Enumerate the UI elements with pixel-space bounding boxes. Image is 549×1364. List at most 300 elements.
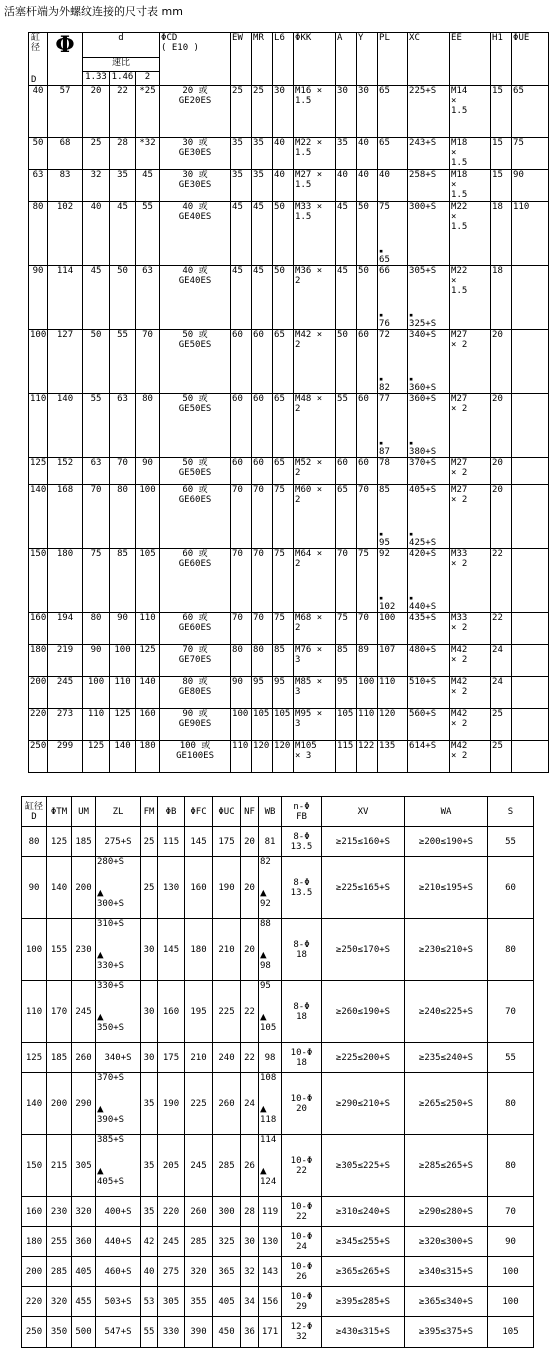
table-row [29,485,549,549]
cell-d3: 110 [136,613,160,645]
cell-s: 70 [488,1197,534,1227]
cell-fb: 10-Φ 20 [282,1073,322,1135]
cell-l6: 50 [273,202,294,266]
cell-pl-value-alt: 82 [379,383,390,393]
cell-phi: 83 [48,170,83,202]
cell-d: 200 [22,1257,47,1287]
cell-um: 185 [72,827,96,857]
header-pl: PL [378,33,408,86]
cell-fc: 180 [185,919,213,981]
cell-d: 125 [22,1043,47,1073]
cell-nf: 36 [241,1317,259,1348]
cell-ew: 60 [231,330,252,394]
cell-ew: 100 [231,709,252,741]
cell-xc-alt [409,375,436,393]
cell-pl-value: 40 [379,170,390,180]
cell-b: 130 [158,857,185,919]
cell-wa: ≥210≤195+S [405,857,488,919]
cell-xv: ≥260≤190+S [322,981,405,1043]
cell-xc [408,170,450,202]
cell-d2: 140 [110,741,136,773]
header-col: S [488,797,534,827]
cell-wb-value: 119 [261,1206,279,1217]
cell-fm: 30 [141,981,158,1043]
cell-fm: 55 [141,1317,158,1348]
cell-y: 50 [357,266,378,330]
cell-l6: 75 [273,485,294,549]
cell-pl [378,202,408,266]
cell-wb-value-alt: 118 [260,1115,277,1125]
header-phi-symbol: Φ [55,32,75,58]
cell-nf: 22 [241,981,259,1043]
cell-s: 55 [488,1043,534,1073]
cell-zl [96,981,141,1043]
cell-b: 115 [158,827,185,857]
cell-l6: 105 [273,709,294,741]
cell-b: 145 [158,919,185,981]
cell-xv: ≥395≤285+S [322,1287,405,1317]
table-row [22,1135,534,1197]
cell-cd: 20 或 GE20ES [160,86,231,138]
cell-xc [408,549,450,613]
cell-pl [378,170,408,202]
cell-ew: 35 [231,170,252,202]
cell-xc-alt [409,594,436,612]
cell-ee: M27 × 2 [450,330,491,394]
cell-xv: ≥225≤200+S [322,1043,405,1073]
cell-wb-value-alt: 92 [260,899,271,909]
cell-xv: ≥225≤165+S [322,857,405,919]
cell-zl-value: 400+S [104,1206,132,1217]
cell-pl-alt [379,375,390,393]
cell-d2: 80 [110,485,136,549]
cell-pl [378,86,408,138]
cell-cd: 50 或 GE50ES [160,330,231,394]
cell-uc: 260 [213,1073,241,1135]
cell-kk: M48 × 2 [294,394,336,458]
cell-fm: 35 [141,1197,158,1227]
cell-wb-value: 171 [261,1327,279,1337]
cell-b: 205 [158,1135,185,1197]
cell-wb [259,1257,282,1287]
cell-nf: 34 [241,1287,259,1317]
cell-pl-value-alt: 102 [379,602,396,612]
cell-kk: M27 × 1.5 [294,170,336,202]
header-col: ΦTM [47,797,72,827]
cell-fb: 8-Φ 13.5 [282,827,322,857]
cell-zl-value-alt: 350+S [97,1023,125,1033]
cell-zl [96,1257,141,1287]
cell-xc-value: 405+S [409,485,437,495]
cell-ee: M42 × 2 [450,709,491,741]
cell-y: 40 [357,170,378,202]
dot-icon: ▪ [409,375,414,383]
cell-pl-alt [379,311,390,329]
cell-kk: M36 × 2 [294,266,336,330]
cell-xv: ≥430≤315+S [322,1317,405,1348]
cell-d1: 63 [83,458,110,485]
table-row [29,613,549,645]
cell-s: 80 [488,1135,534,1197]
cell-zl [96,1073,141,1135]
cell-pl [378,330,408,394]
cell-zl [96,1135,141,1197]
cell-xc-value: 360+S [409,394,437,404]
cell-phi: 194 [48,613,83,645]
cell-l6: 65 [273,458,294,485]
cell-d: 63 [29,170,48,202]
table-row [29,138,549,170]
dot-icon: ▪ [379,439,384,447]
cell-cd: 70 或 GE70ES [160,645,231,677]
cell-d: 125 [29,458,48,485]
cell-zl-value-alt: 390+S [97,1115,125,1125]
cell-l6: 65 [273,394,294,458]
cell-wa: ≥285≤265+S [405,1135,488,1197]
cell-zl [96,1317,141,1348]
cell-uc: 365 [213,1257,241,1287]
cell-d3: 125 [136,645,160,677]
cell-zl-value: 340+S [104,1052,132,1063]
cell-a: 105 [336,709,357,741]
cell-cd: 80 或 GE80ES [160,677,231,709]
cell-xc-value: 420+S [409,549,437,559]
table-row [22,827,534,857]
cell-wb [259,857,282,919]
cell-kk: M95 × 3 [294,709,336,741]
cell-d1: 100 [83,677,110,709]
cell-kk: M60 × 2 [294,485,336,549]
cell-d: 140 [29,485,48,549]
cell-wb-value: 143 [261,1266,279,1277]
cell-d3: *32 [136,138,160,170]
cell-ee: M18 × 1.5 [450,170,491,202]
cell-fc: 145 [185,827,213,857]
cell-tm: 170 [47,981,72,1043]
cell-xv: ≥345≤255+S [322,1227,405,1257]
cell-pl [378,677,408,709]
cell-s: 55 [488,827,534,857]
cell-d3: 63 [136,266,160,330]
cell-zl-value-alt: 330+S [97,961,125,971]
cell-d3: 90 [136,458,160,485]
cell-b: 190 [158,1073,185,1135]
cell-xc-value-alt: 325+S [409,319,437,329]
table-row [22,1197,534,1227]
cell-xc-value: 480+S [409,645,437,655]
cell-cd: 100 或 GE100ES [160,741,231,773]
cell-pl-value: 72 [379,330,390,340]
cell-xc-value: 560+S [409,709,437,719]
cell-um: 245 [72,981,96,1043]
cell-phi: 245 [48,677,83,709]
cell-d: 200 [29,677,48,709]
cell-nf: 24 [241,1073,259,1135]
cell-y: 89 [357,645,378,677]
dot-icon: ▪ [409,530,414,538]
cell-um: 405 [72,1257,96,1287]
cell-ue [512,330,549,394]
cell-a: 35 [336,138,357,170]
cell-d2: 50 [110,266,136,330]
cell-xv: ≥365≤265+S [322,1257,405,1287]
cell-h1: 20 [491,394,512,458]
header-ue: ΦUE [512,33,549,86]
cell-d3: 180 [136,741,160,773]
cell-a: 115 [336,741,357,773]
cell-b: 330 [158,1317,185,1348]
cell-d2: 100 [110,645,136,677]
cell-fc: 160 [185,857,213,919]
cell-fm: 40 [141,1257,158,1287]
dot-icon: ▪ [379,311,384,319]
cell-cd: 40 或 GE40ES [160,266,231,330]
table-row [22,1257,534,1287]
header-ratio: 1.46 [110,72,136,86]
cell-mr: 60 [252,330,273,394]
header-bore-label: 缸径 [31,33,41,53]
triangle-icon: ▲ [260,1010,267,1023]
cell-fm: 35 [141,1073,158,1135]
header-a: A [336,33,357,86]
cell-kk: M52 × 2 [294,458,336,485]
cell-d2: 22 [110,86,136,138]
cell-h1: 15 [491,138,512,170]
cell-ue: 75 [512,138,549,170]
cell-ue [512,458,549,485]
cell-mr: 60 [252,394,273,458]
cell-xc-value: 370+S [409,458,437,468]
cell-mr: 35 [252,170,273,202]
cell-l6: 50 [273,266,294,330]
dot-icon: ▪ [379,530,384,538]
cell-pl-value: 107 [379,645,396,655]
cell-s: 80 [488,919,534,981]
cell-mr: 45 [252,202,273,266]
cell-d: 180 [22,1227,47,1257]
cell-d2: 85 [110,549,136,613]
table-row [29,394,549,458]
cell-ue [512,485,549,549]
cell-xc-value-alt: 425+S [409,538,437,548]
cylinder-dimensions-table-1 [28,32,549,773]
table-row [29,202,549,266]
cell-d1: 90 [83,645,110,677]
cell-wb-value: 88 [260,919,271,929]
cell-l6: 40 [273,138,294,170]
cell-wa: ≥365≤340+S [405,1287,488,1317]
cell-cd: 50 或 GE50ES [160,394,231,458]
cell-h1: 25 [491,709,512,741]
cell-a: 65 [336,485,357,549]
header-col: ZL [96,797,141,827]
cell-fb: 10-Φ 29 [282,1287,322,1317]
cell-mr: 60 [252,458,273,485]
cell-l6: 40 [273,170,294,202]
cell-ue [512,709,549,741]
header-col: WB [259,797,282,827]
cell-cd: 40 或 GE40ES [160,202,231,266]
cell-um: 290 [72,1073,96,1135]
cell-xc [408,741,450,773]
cell-pl-value: 65 [379,138,390,148]
header-col: ΦB [158,797,185,827]
cell-um: 455 [72,1287,96,1317]
cell-wa: ≥265≤250+S [405,1073,488,1135]
table-row [29,677,549,709]
cell-uc: 190 [213,857,241,919]
cell-s: 100 [488,1287,534,1317]
cell-d2: 90 [110,613,136,645]
cell-xc-alt [409,439,436,457]
cell-um: 320 [72,1197,96,1227]
cell-nf: 28 [241,1197,259,1227]
cell-l6: 75 [273,613,294,645]
cell-tm: 255 [47,1227,72,1257]
cell-a: 45 [336,202,357,266]
cell-uc: 405 [213,1287,241,1317]
table-row [22,1227,534,1257]
cell-ew: 90 [231,677,252,709]
cell-ue [512,741,549,773]
cell-zl-value: 460+S [104,1266,132,1277]
cell-l6: 120 [273,741,294,773]
cell-cd: 60 或 GE60ES [160,485,231,549]
cell-xc-value: 305+S [409,266,437,276]
cell-wa: ≥235≤240+S [405,1043,488,1073]
cell-d1: 32 [83,170,110,202]
cell-d: 100 [29,330,48,394]
cell-d2: 45 [110,202,136,266]
dot-icon: ▪ [379,247,384,255]
table-row [22,1073,534,1135]
cell-pl-value: 78 [379,458,390,468]
header-ratio: 2 [136,72,160,86]
cell-ee: M33 × 2 [450,613,491,645]
cell-wa: ≥290≤280+S [405,1197,488,1227]
cell-pl [378,613,408,645]
cell-wa: ≥395≤375+S [405,1317,488,1348]
cell-pl [378,485,408,549]
cell-wb-value: 95 [260,981,271,991]
cell-pl-value: 65 [379,86,390,96]
cell-uc: 300 [213,1197,241,1227]
cell-ue: 110 [512,202,549,266]
cell-nf: 26 [241,1135,259,1197]
cell-xc-value: 258+S [409,170,437,180]
cell-wb-value-alt: 105 [260,1023,277,1033]
header-ew: EW [231,33,252,86]
cell-pl-value-alt: 65 [379,255,390,265]
cell-pl [378,394,408,458]
cell-d2: 28 [110,138,136,170]
cell-a: 40 [336,170,357,202]
cell-fb: 10-Φ 26 [282,1257,322,1287]
cell-fc: 355 [185,1287,213,1317]
cell-l6: 30 [273,86,294,138]
cell-um: 360 [72,1227,96,1257]
header-cd: ΦCD ( E10 ) [160,33,231,86]
cell-h1: 24 [491,677,512,709]
cell-zl [96,1043,141,1073]
cell-a: 60 [336,458,357,485]
cell-zl [96,1197,141,1227]
cell-ee: M14 × 1.5 [450,86,491,138]
cell-um: 500 [72,1317,96,1348]
cell-d: 150 [22,1135,47,1197]
cell-pl-value: 77 [379,394,390,404]
cell-cd: 90 或 GE90ES [160,709,231,741]
table-row [29,549,549,613]
cell-zl-value: 385+S [97,1135,125,1145]
cell-xc-alt [409,311,436,329]
cell-kk: M85 × 3 [294,677,336,709]
cell-d1: 70 [83,485,110,549]
cell-zl [96,1227,141,1257]
cell-pl-alt [379,530,390,548]
cell-phi: 102 [48,202,83,266]
cell-kk: M22 × 1.5 [294,138,336,170]
cell-h1: 22 [491,549,512,613]
cell-d3: 70 [136,330,160,394]
cell-wb-value: 130 [261,1236,279,1247]
cell-uc: 175 [213,827,241,857]
cell-ew: 45 [231,202,252,266]
cell-kk: M16 × 1.5 [294,86,336,138]
cell-wb [259,827,282,857]
cell-cd: 60 或 GE60ES [160,613,231,645]
dot-icon: ▪ [379,594,384,602]
cell-ew: 70 [231,613,252,645]
cell-wb-value-alt: 124 [260,1177,277,1187]
cell-pl-alt [379,247,390,265]
cell-um: 200 [72,857,96,919]
cell-fm: 25 [141,857,158,919]
cell-tm: 215 [47,1135,72,1197]
triangle-icon: ▲ [97,1164,104,1177]
cell-y: 75 [357,549,378,613]
cell-uc: 285 [213,1135,241,1197]
cell-wa: ≥230≤210+S [405,919,488,981]
cell-phi: 168 [48,485,83,549]
cell-zl-value: 547+S [104,1327,132,1337]
cell-d1: 25 [83,138,110,170]
cell-fb: 8-Φ 18 [282,919,322,981]
cell-xv: ≥290≤210+S [322,1073,405,1135]
cell-wb [259,1287,282,1317]
cell-pl-value-alt: 95 [379,538,390,548]
header-d: d [83,33,160,58]
cell-xc-value-alt: 380+S [409,447,437,457]
cell-a: 50 [336,330,357,394]
cell-y: 70 [357,485,378,549]
cell-xc [408,266,450,330]
cell-d1: 75 [83,549,110,613]
cell-h1: 20 [491,330,512,394]
cell-phi: 273 [48,709,83,741]
cell-d: 140 [22,1073,47,1135]
table-row [29,709,549,741]
cell-ee: M22 × 1.5 [450,266,491,330]
cell-h1: 20 [491,485,512,549]
cell-xc-value-alt: 360+S [409,383,437,393]
cell-kk: M68 × 2 [294,613,336,645]
cell-wb-value: 82 [260,857,271,867]
cell-xv: ≥215≤160+S [322,827,405,857]
cell-phi: 152 [48,458,83,485]
cell-d1: 45 [83,266,110,330]
cell-wb [259,1227,282,1257]
